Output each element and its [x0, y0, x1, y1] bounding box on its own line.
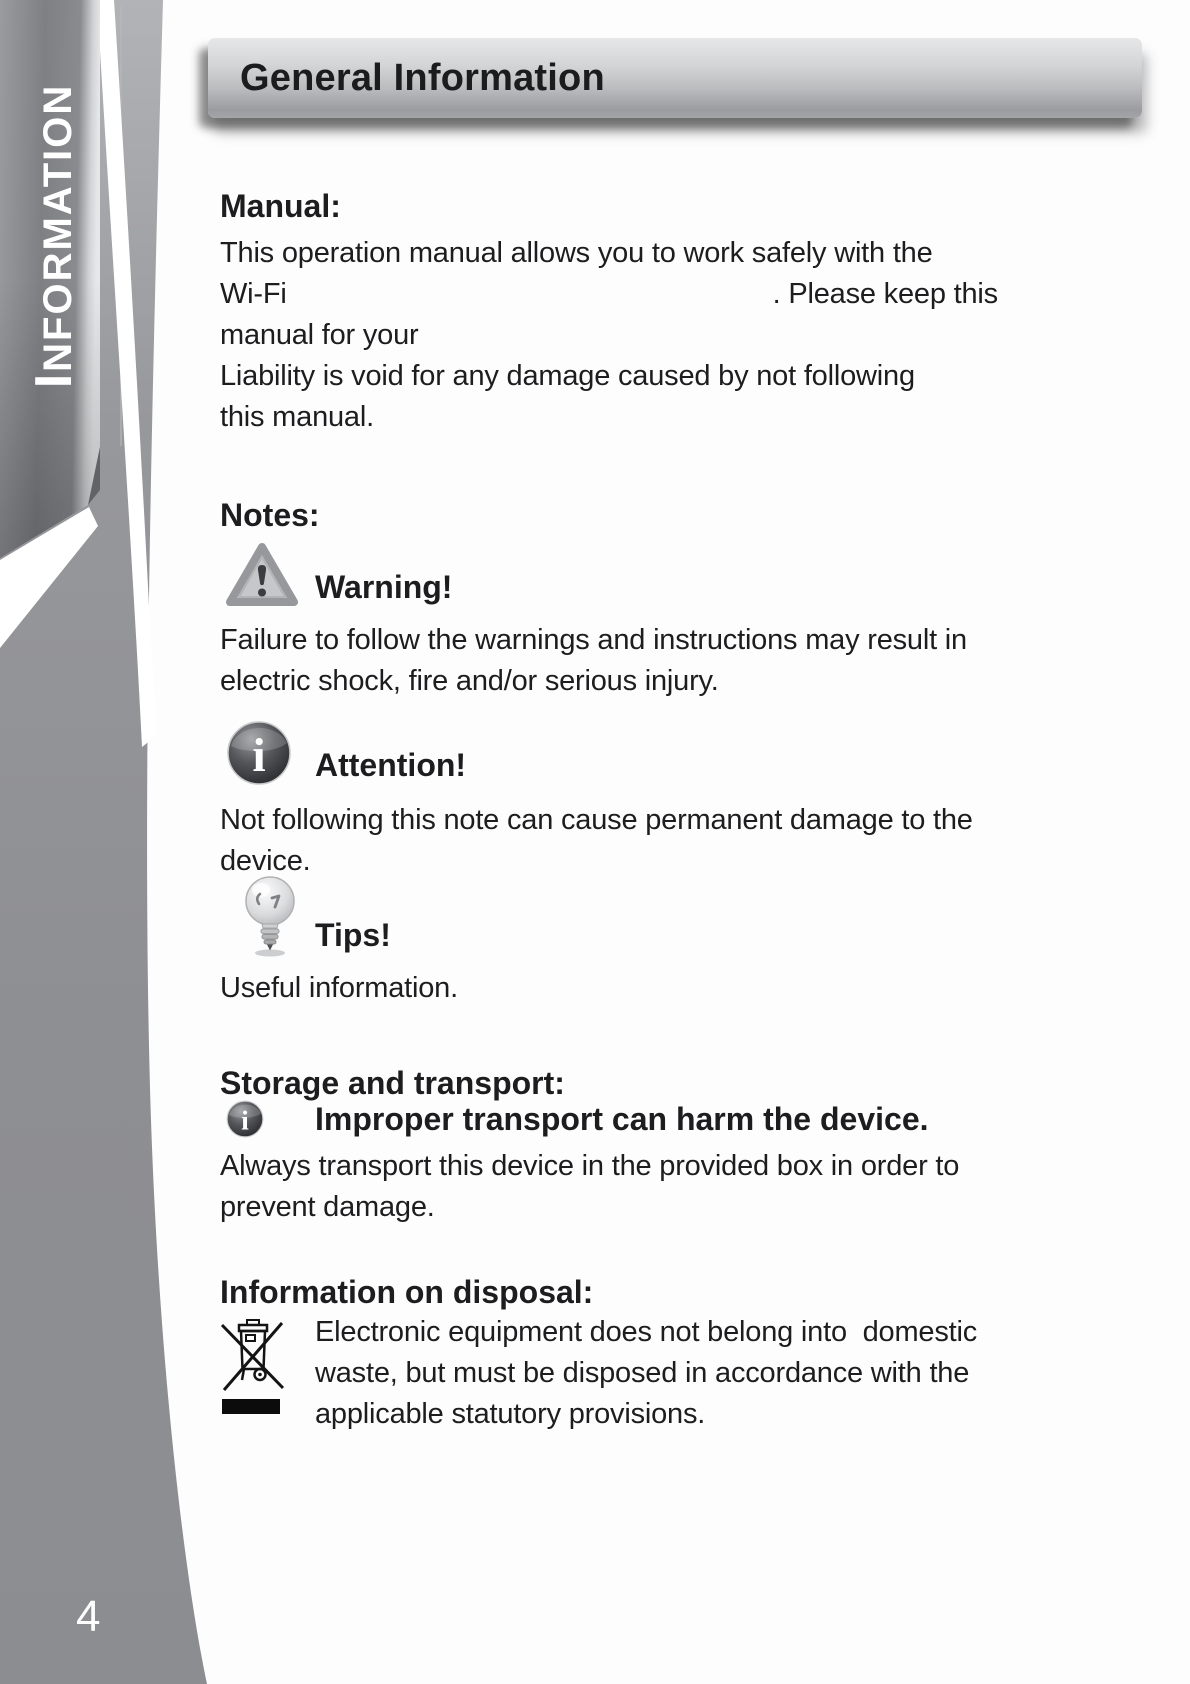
body-line: waste, but must be disposed in accordance with the: [315, 1357, 970, 1389]
storage-notice: [220, 1100, 1150, 1140]
info-icon: [226, 720, 292, 786]
manual-section: [220, 186, 1150, 438]
body-line: Useful information.: [220, 972, 458, 1004]
attention-text: [220, 800, 1150, 882]
wifi-suffix: . Please keep this: [772, 278, 998, 310]
tips-note: [220, 874, 1150, 958]
storage-section-heading: [220, 1063, 1150, 1103]
body-line: Liability is void for any damage caused by not following: [220, 360, 915, 392]
disposal-heading: Information on disposal:: [220, 1274, 594, 1310]
warning-triangle-icon: [224, 540, 300, 610]
body-line: electric shock, fire and/or serious injury.: [220, 665, 719, 697]
tips-text: [220, 968, 1150, 1009]
body-line: Failure to follow the warnings and instructions may result in: [220, 624, 967, 656]
weee-crossed-out-bin-icon: [220, 1318, 286, 1392]
lightbulb-icon: [242, 874, 298, 958]
warning-note: [220, 540, 1150, 610]
warning-text: [220, 620, 1150, 702]
svg-text:i: i: [252, 729, 266, 782]
attention-note: [220, 720, 1150, 788]
storage-heading: Storage and transport:: [220, 1065, 565, 1101]
section-header-bar: [208, 38, 1142, 118]
storage-text: [220, 1146, 1150, 1228]
svg-text:i: i: [241, 1104, 249, 1136]
notes-section-heading: [220, 495, 1150, 535]
storage-notice-text: Improper transport can harm the device.: [315, 1101, 929, 1137]
body-line: manual for your: [220, 319, 419, 351]
body-line: device.: [220, 845, 311, 877]
body-line: Electronic equipment does not belong into domestic: [315, 1316, 978, 1348]
body-line: this manual.: [220, 401, 374, 433]
page-number: 4: [76, 1592, 102, 1641]
body-line: prevent damage.: [220, 1191, 435, 1223]
sidebar: [0, 0, 230, 1684]
body-line: Always transport this device in the provided box in order to: [220, 1150, 960, 1182]
disposal-section-heading: [220, 1272, 1150, 1312]
weee-bar: [222, 1399, 280, 1414]
section-header-title: General Information: [240, 56, 605, 99]
body-line: This operation manual allows you to work safely with the: [220, 237, 933, 269]
wifi-prefix: Wi-Fi: [220, 278, 287, 310]
body-line: applicable statutory provisions.: [315, 1398, 706, 1430]
manual-heading: Manual:: [220, 188, 341, 224]
notes-heading: Notes:: [220, 497, 320, 533]
body-line: Not following this note can cause permanent damage to the: [220, 804, 973, 836]
attention-title: Attention!: [315, 747, 467, 783]
sidebar-section-label: INFORMATION: [25, 83, 83, 389]
body-line-wifi: [220, 274, 1150, 315]
warning-title: Warning!: [315, 569, 453, 605]
info-icon: [226, 1100, 264, 1138]
disposal-note: [220, 1312, 1150, 1435]
tips-title: Tips!: [315, 917, 391, 953]
